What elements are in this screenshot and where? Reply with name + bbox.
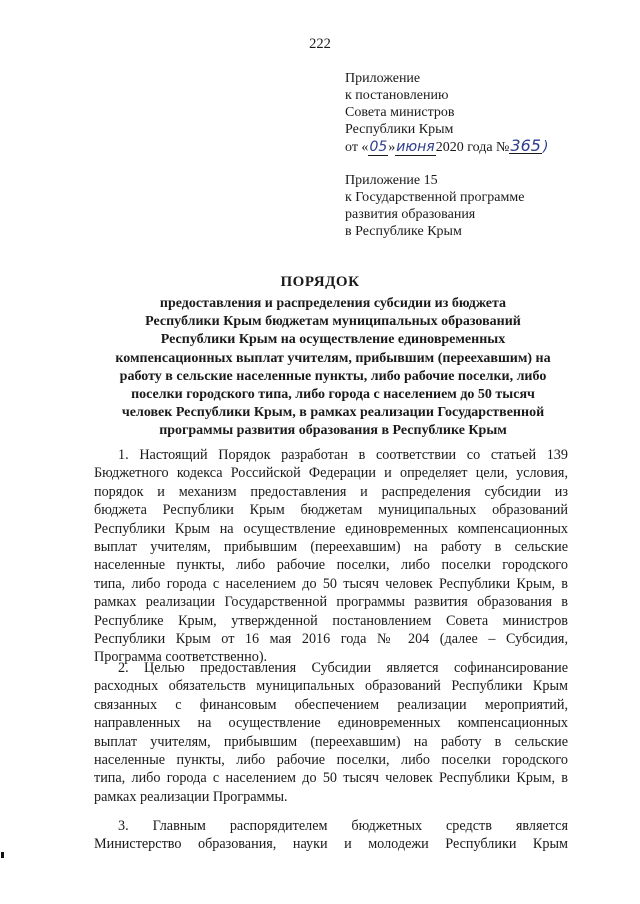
subtitle-line: Республики Крым на осуществление единовременных bbox=[160, 332, 506, 348]
text-line: населенные пункты, либо рабочие поселки, либо поселки городского bbox=[94, 557, 568, 574]
handwritten-day: 05 bbox=[369, 139, 388, 155]
attachment-line: Совета министров bbox=[345, 105, 455, 120]
text-line: 2. Целью предоставления Субсидии является софинансирование bbox=[118, 660, 568, 676]
program-attachment-header bbox=[345, 172, 605, 240]
text-line: порядок и механизм предоставления и распределения субсидии из bbox=[94, 483, 568, 500]
text-line: рамках реализации Государственной программы развития образования в bbox=[94, 594, 568, 611]
subtitle-line: поселки городского типа, либо города с населением до 50 тысяч bbox=[131, 387, 535, 403]
text-line: связанных с финансовым обеспечением реализации мероприятий, bbox=[94, 696, 568, 713]
date-quote: » bbox=[388, 140, 396, 155]
text-line: бюджета Республики Крым бюджетам муниципальных образований bbox=[94, 502, 568, 519]
attachment-line: Приложение bbox=[345, 71, 421, 86]
attachment-date-line bbox=[345, 138, 605, 156]
handwritten-bracket: ) bbox=[542, 139, 549, 155]
text-line: Республики Крым от 16 мая 2016 года № 204 (далее – Субсидия, bbox=[94, 631, 568, 648]
date-year: 2020 года № bbox=[435, 140, 510, 155]
subtitle-line: человек Республики Крым, в рамках реализации Государственной bbox=[121, 405, 545, 421]
text-line: рамках реализации Программы. bbox=[94, 788, 288, 805]
text-line: Республике Крым, утвержденной постановлением Совета министров bbox=[94, 612, 568, 629]
attachment-line: развития образования bbox=[345, 207, 476, 222]
text-line: Министерство образования, науки и молодежи Республики Крым bbox=[94, 836, 568, 853]
subtitle-line: работу в сельские населенные пункты, либо рабочие поселки, либо bbox=[119, 368, 547, 384]
subtitle-line: программы развития образования в Республике Крым bbox=[159, 423, 507, 439]
text-line: Республики Крым на осуществление единовременных компенсационных bbox=[94, 520, 568, 537]
date-prefix: от « bbox=[345, 140, 369, 155]
document-subtitle bbox=[98, 295, 568, 441]
attachment-line: Приложение 15 bbox=[345, 173, 438, 188]
text-line: Бюджетного кодекса Российской Федерации и определяет цели, условия, bbox=[94, 465, 568, 482]
subtitle-line: предоставления и распределения субсидии из бюджета bbox=[159, 296, 507, 311]
handwritten-month: июня bbox=[396, 139, 435, 155]
handwritten-number: 365 bbox=[510, 136, 541, 155]
attachment-line: к постановлению bbox=[345, 88, 449, 103]
text-line: 3. Главным распорядителем бюджетных средств является bbox=[118, 818, 568, 834]
text-line: выплат учителям, прибывшим (переехавшим) на работу в сельские bbox=[94, 539, 568, 556]
page-number: 222 bbox=[309, 36, 331, 52]
attachment-header bbox=[345, 70, 605, 156]
attachment-line: к Государственной программе bbox=[345, 190, 525, 205]
attachment-line: в Республике Крым bbox=[345, 224, 462, 239]
text-line: 1. Настоящий Порядок разработан в соответствии со статьей 139 bbox=[118, 447, 568, 463]
text-line: типа, либо города с населением до 50 тысяч человек Республики Крым, в bbox=[94, 575, 568, 592]
document-title: ПОРЯДОК bbox=[280, 274, 360, 290]
text-line: направленных на осуществление единовременных компенсационных bbox=[94, 715, 568, 732]
subtitle-line: компенсационных выплат учителям, прибывшим (переехавшим) на bbox=[115, 350, 551, 366]
subtitle-line: Республики Крым бюджетам муниципальных образований bbox=[145, 314, 521, 330]
text-line: расходных обязательств муниципальных образований Республики Крым bbox=[94, 678, 568, 695]
text-line: выплат учителям, прибывшим (переехавшим) на работу в сельские bbox=[94, 733, 568, 750]
text-line: Программа соответственно). bbox=[94, 649, 268, 666]
text-line: типа, либо города с населением до 50 тысяч человек Республики Крым, в bbox=[94, 770, 568, 787]
paragraph-2 bbox=[94, 659, 568, 806]
attachment-line: Республики Крым bbox=[345, 122, 454, 137]
paragraph-3 bbox=[94, 817, 568, 854]
scan-margin-mark bbox=[1, 852, 4, 858]
paragraph-1 bbox=[94, 446, 568, 667]
text-line: населенные пункты, либо рабочие поселки, либо поселки городского bbox=[94, 752, 568, 769]
